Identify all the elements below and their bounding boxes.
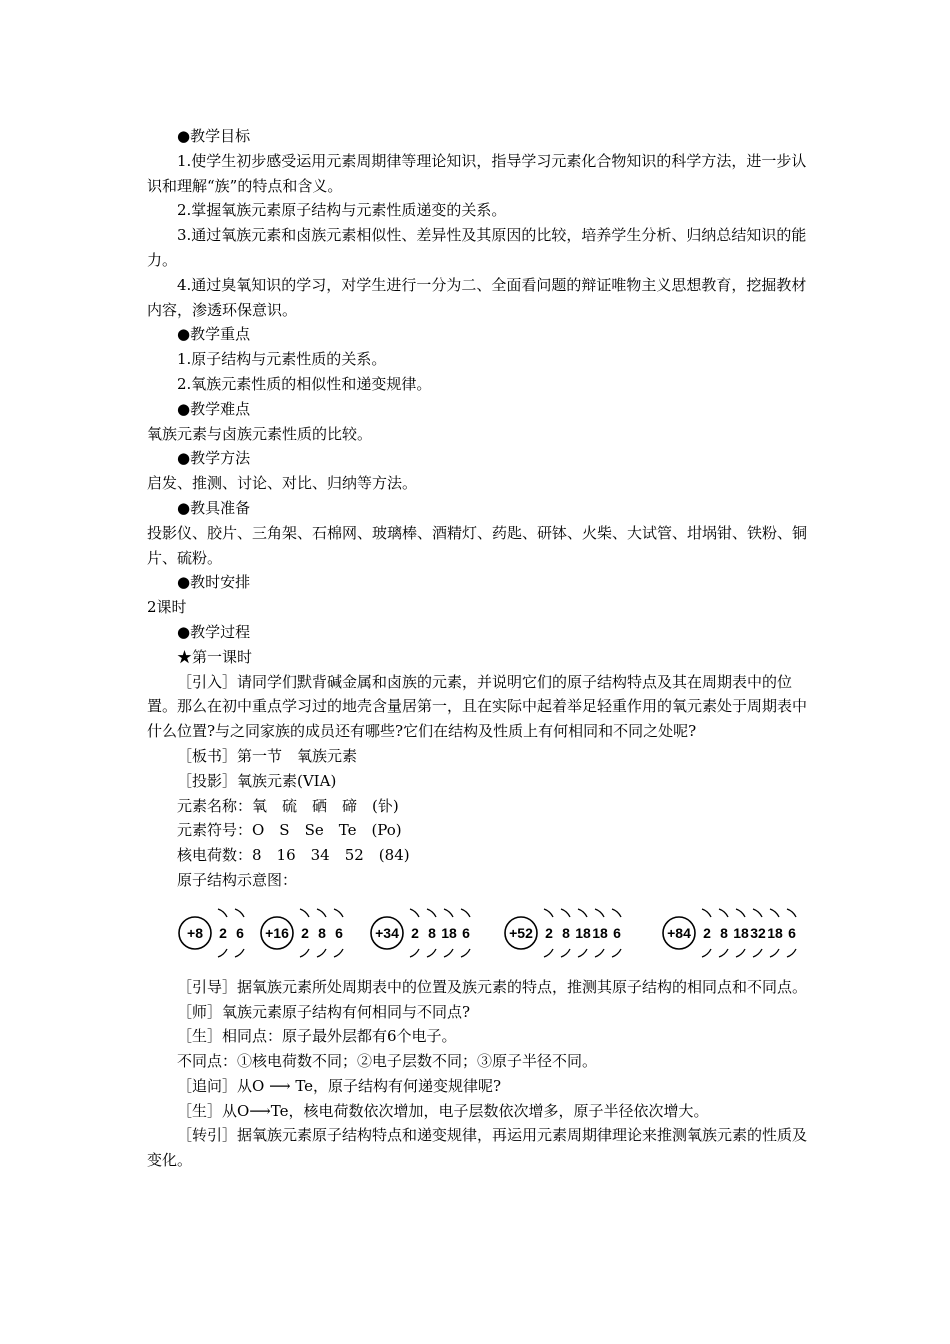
shell-arc-top (218, 909, 227, 917)
shell-arc-bottom (410, 949, 419, 957)
shell-arc-bottom (235, 949, 244, 957)
shell-electron-count: 18 (441, 924, 457, 941)
shell-arc-top (334, 909, 343, 917)
shell-electron-count: 8 (428, 924, 436, 941)
teacher-question: ［师］氧族元素原子结构有何相同与不同点? (177, 1002, 471, 1021)
section-heading-tools: ●教具准备 (177, 498, 251, 517)
atom-diagram (261, 909, 343, 957)
shell-electron-count: 6 (788, 924, 796, 941)
section-heading-process: ●教学过程 (177, 622, 251, 641)
atomic-structure-diagram (175, 897, 843, 969)
shell-electron-count: 8 (562, 924, 570, 941)
time-text: 2课时 (147, 598, 187, 617)
shell-electron-count: 6 (462, 924, 470, 941)
shell-arc-bottom (334, 949, 343, 957)
shell-arc-bottom (300, 949, 309, 957)
element-symbols-line: 元素符号：O S Se Te (Po) (177, 821, 402, 840)
keypoint-2: 2.氧族元素性质的相似性和递变规律。 (177, 374, 432, 393)
element-names-line: 元素名称：氧 硫 硒 碲 (钋) (177, 796, 399, 815)
shell-electron-count: 6 (335, 924, 343, 941)
lesson-1-heading: ★第一课时 (177, 647, 253, 666)
shell-arc-top (719, 909, 728, 917)
atom-diagram (179, 909, 244, 957)
section-heading-objectives: ●教学目标 (177, 127, 251, 145)
section-heading-difficulty: ●教学难点 (177, 399, 251, 418)
shell-arc-top (561, 909, 570, 917)
shell-arc-bottom (317, 949, 326, 957)
nucleus-charge: +16 (265, 924, 289, 941)
shell-electron-count: 18 (767, 924, 783, 941)
shell-electron-count: 8 (318, 924, 326, 941)
shell-arc-top (612, 909, 621, 917)
shell-arc-bottom (461, 949, 470, 957)
board-note: ［板书］第一节 氧族元素 (177, 746, 358, 765)
shell-electron-count: 2 (545, 924, 553, 941)
projection-note: ［投影］氧族元素(VIA) (177, 771, 337, 790)
student-answer-1: ［生］相同点：原子最外层都有6个电子。 (177, 1027, 457, 1046)
keypoint-1: 1.原子结构与元素性质的关系。 (177, 350, 387, 369)
shell-arc-bottom (787, 949, 796, 957)
shell-arc-top (300, 909, 309, 917)
shell-electron-count: 2 (411, 924, 419, 941)
nucleus-charge: +34 (375, 924, 399, 941)
shell-arc-top (753, 909, 762, 917)
shell-electron-count: 6 (236, 924, 244, 941)
shell-electron-count: 2 (301, 924, 309, 941)
nucleus-charge: +84 (667, 924, 691, 941)
shell-arc-top (787, 909, 796, 917)
tools-text: 投影仪、胶片、三角架、石棉网、玻璃棒、酒精灯、药匙、研钵、火柴、大试管、坩埚钳、铁粉、铜片、硫粉。 (147, 523, 808, 567)
atom-diagram (371, 909, 470, 957)
objective-3: 3.通过氧族元素和卤族元素相似性、差异性及其原因的比较，培养学生分析、归纳总结知识的能力。 (147, 226, 807, 269)
shell-arc-bottom (770, 949, 779, 957)
intro-paragraph: ［引入］请同学们默背碱金属和卤族的元素，并说明它们的原子结构特点及其在周期表中的位置。那么在初中重点学习过的地壳含量居第一，且在实际中起着举足轻重作用的氧元素处于周期表中什么位置?与之同家族的成员还有哪些?它们在结构及性质上有何相同和不同之处呢? (147, 672, 808, 741)
objective-1: 1.使学生初步感受运用元素周期律等理论知识，指导学习元素化合物知识的科学方法，进一步认识和理解“族”的特点和含义。 (147, 151, 807, 195)
shell-arc-bottom (578, 949, 587, 957)
shell-arc-bottom (444, 949, 453, 957)
shell-arc-bottom (612, 949, 621, 957)
objective-2: 2.掌握氧族元素原子结构与元素性质递变的关系。 (177, 201, 507, 220)
shell-arc-top (410, 909, 419, 917)
shell-arc-top (736, 909, 745, 917)
nucleus-charge: +8 (187, 924, 203, 941)
atom-diagram (663, 909, 796, 957)
shell-electron-count: 8 (720, 924, 728, 941)
atom-diagram (505, 909, 621, 957)
followup-question: ［追问］从O ⟶ Te，原子结构有何递变规律呢? (177, 1076, 502, 1095)
shell-electron-count: 18 (575, 924, 591, 941)
shell-electron-count: 32 (750, 924, 766, 941)
nucleus-charge: +52 (509, 924, 533, 941)
shell-electron-count: 2 (219, 924, 227, 941)
nuclear-charges-line: 核电荷数：8 16 34 52 (84) (177, 846, 410, 865)
section-heading-keypoints: ●教学重点 (177, 325, 251, 344)
shell-arc-top (595, 909, 604, 917)
student-answer-2: ［生］从O⟶Te，核电荷数依次增加，电子层数依次增多，原子半径依次增大。 (177, 1101, 709, 1120)
shell-arc-top (702, 909, 711, 917)
document-body (147, 124, 813, 1173)
shell-arc-bottom (736, 949, 745, 957)
shell-arc-top (578, 909, 587, 917)
guide-paragraph: ［引导］据氧族元素所处周期表中的位置及族元素的特点，推测其原子结构的相同点和不同点。 (177, 977, 808, 996)
shell-arc-bottom (218, 949, 227, 957)
shell-arc-bottom (544, 949, 553, 957)
shell-arc-top (770, 909, 779, 917)
shell-arc-top (544, 909, 553, 917)
shell-arc-bottom (702, 949, 711, 957)
shell-arc-bottom (753, 949, 762, 957)
differences-line: 不同点：①核电荷数不同；②电子层数不同；③原子半径不同。 (177, 1052, 598, 1071)
shell-arc-bottom (561, 949, 570, 957)
shell-electron-count: 6 (613, 924, 621, 941)
diagram-label: 原子结构示意图： (177, 870, 298, 889)
transition-paragraph: ［转引］据氧族元素原子结构特点和递变规律，再运用元素周期律理论来推测氧族元素的性质及变化。 (147, 1126, 808, 1170)
shell-arc-top (427, 909, 436, 917)
section-heading-method: ●教学方法 (177, 449, 251, 468)
shell-arc-bottom (427, 949, 436, 957)
difficulty-text: 氧族元素与卤族元素性质的比较。 (147, 424, 373, 443)
method-text: 启发、推测、讨论、对比、归纳等方法。 (147, 474, 418, 493)
shell-arc-top (444, 909, 453, 917)
objective-4: 4.通过臭氧知识的学习，对学生进行一分为二、全面看问题的辩证唯物主义思想教育，挖掘教材内容，渗透环保意识。 (147, 275, 807, 319)
shell-arc-top (235, 909, 244, 917)
shell-electron-count: 18 (733, 924, 749, 941)
shell-arc-top (461, 909, 470, 917)
section-heading-time: ●教时安排 (177, 573, 251, 592)
shell-arc-bottom (595, 949, 604, 957)
shell-electron-count: 18 (592, 924, 608, 941)
shell-arc-top (317, 909, 326, 917)
shell-electron-count: 2 (703, 924, 711, 941)
shell-arc-bottom (719, 949, 728, 957)
